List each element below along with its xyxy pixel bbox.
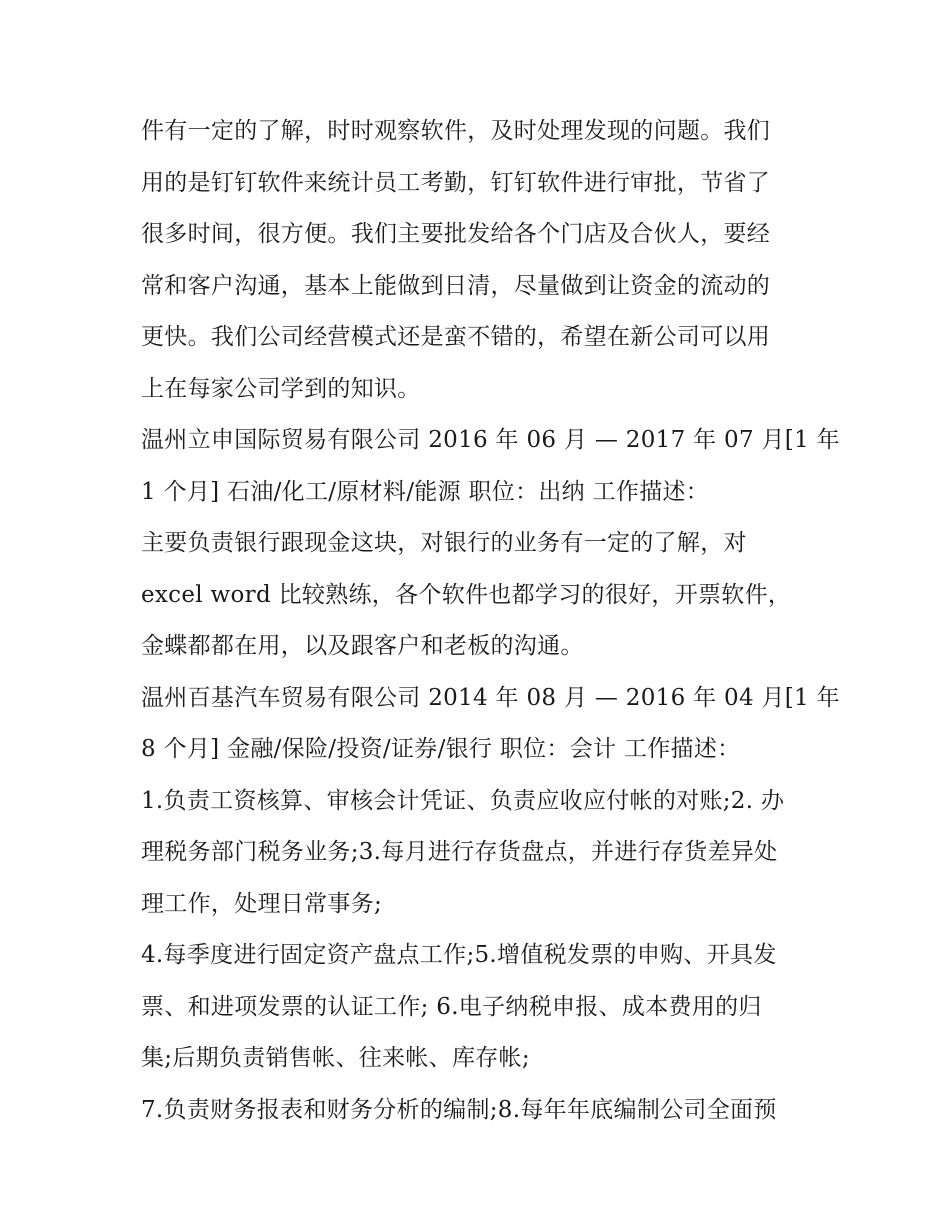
text-line: 常和客户沟通，基本上能做到日清，尽量做到让资金的流动的 xyxy=(141,272,771,299)
text-line: 理工作，处理日常事务; xyxy=(141,890,383,917)
document-body xyxy=(141,106,840,1136)
text-line: 件有一定的了解，时时观察软件，及时处理发现的问题。我们 xyxy=(141,118,771,144)
text-line: 理税务部门税务业务;3.每月进行存货盘点，并进行存货差异处 xyxy=(141,839,778,865)
job-heading-line: 8 个月] 金融/保险/投资/证券/银行 职位：会计 工作描述： xyxy=(141,736,741,762)
text-line: 主要负责银行跟现金这块，对银行的业务有一定的了解，对 xyxy=(141,530,747,556)
text-line: 上在每家公司学到的知识。 xyxy=(141,375,421,402)
job-heading-line: 温州百基汽车贸易有限公司 2014 年 08 月 — 2016 年 04 月[1 年 xyxy=(141,684,840,711)
text-line: 4.每季度进行固定资产盘点工作;5.增值税发票的申购、开具发 xyxy=(141,942,777,968)
text-line: 更快。我们公司经营模式还是蛮不错的，希望在新公司可以用 xyxy=(141,324,771,350)
job-heading-line: 1 个月] 石油/化工/原材料/能源 职位：出纳 工作描述： xyxy=(141,478,710,505)
text-line: 很多时间，很方便。我们主要批发给各个门店及合伙人，要经 xyxy=(141,221,771,247)
text-line: 金蝶都都在用，以及跟客户和老板的沟通。 xyxy=(141,633,584,659)
job-heading-line: 温州立申国际贸易有限公司 2016 年 06 月 — 2017 年 07 月[1 年 xyxy=(141,427,840,453)
text-line: excel word 比较熟练，各个软件也都学习的很好，开票软件， xyxy=(141,581,792,608)
text-line: 票、和进项发票的认证工作; 6.电子纳税申报、成本费用的归 xyxy=(141,993,762,1020)
text-line: 7.负责财务报表和财务分析的编制;8.每年年底编制公司全面预 xyxy=(141,1096,777,1123)
text-line: 集;后期负责销售帐、往来帐、库存帐; xyxy=(141,1045,530,1071)
text-line: 1.负责工资核算、审核会计凭证、负责应收应付帐的对账;2. 办 xyxy=(141,787,785,814)
text-line: 用的是钉钉软件来统计员工考勤，钉钉软件进行审批，节省了 xyxy=(141,169,771,196)
